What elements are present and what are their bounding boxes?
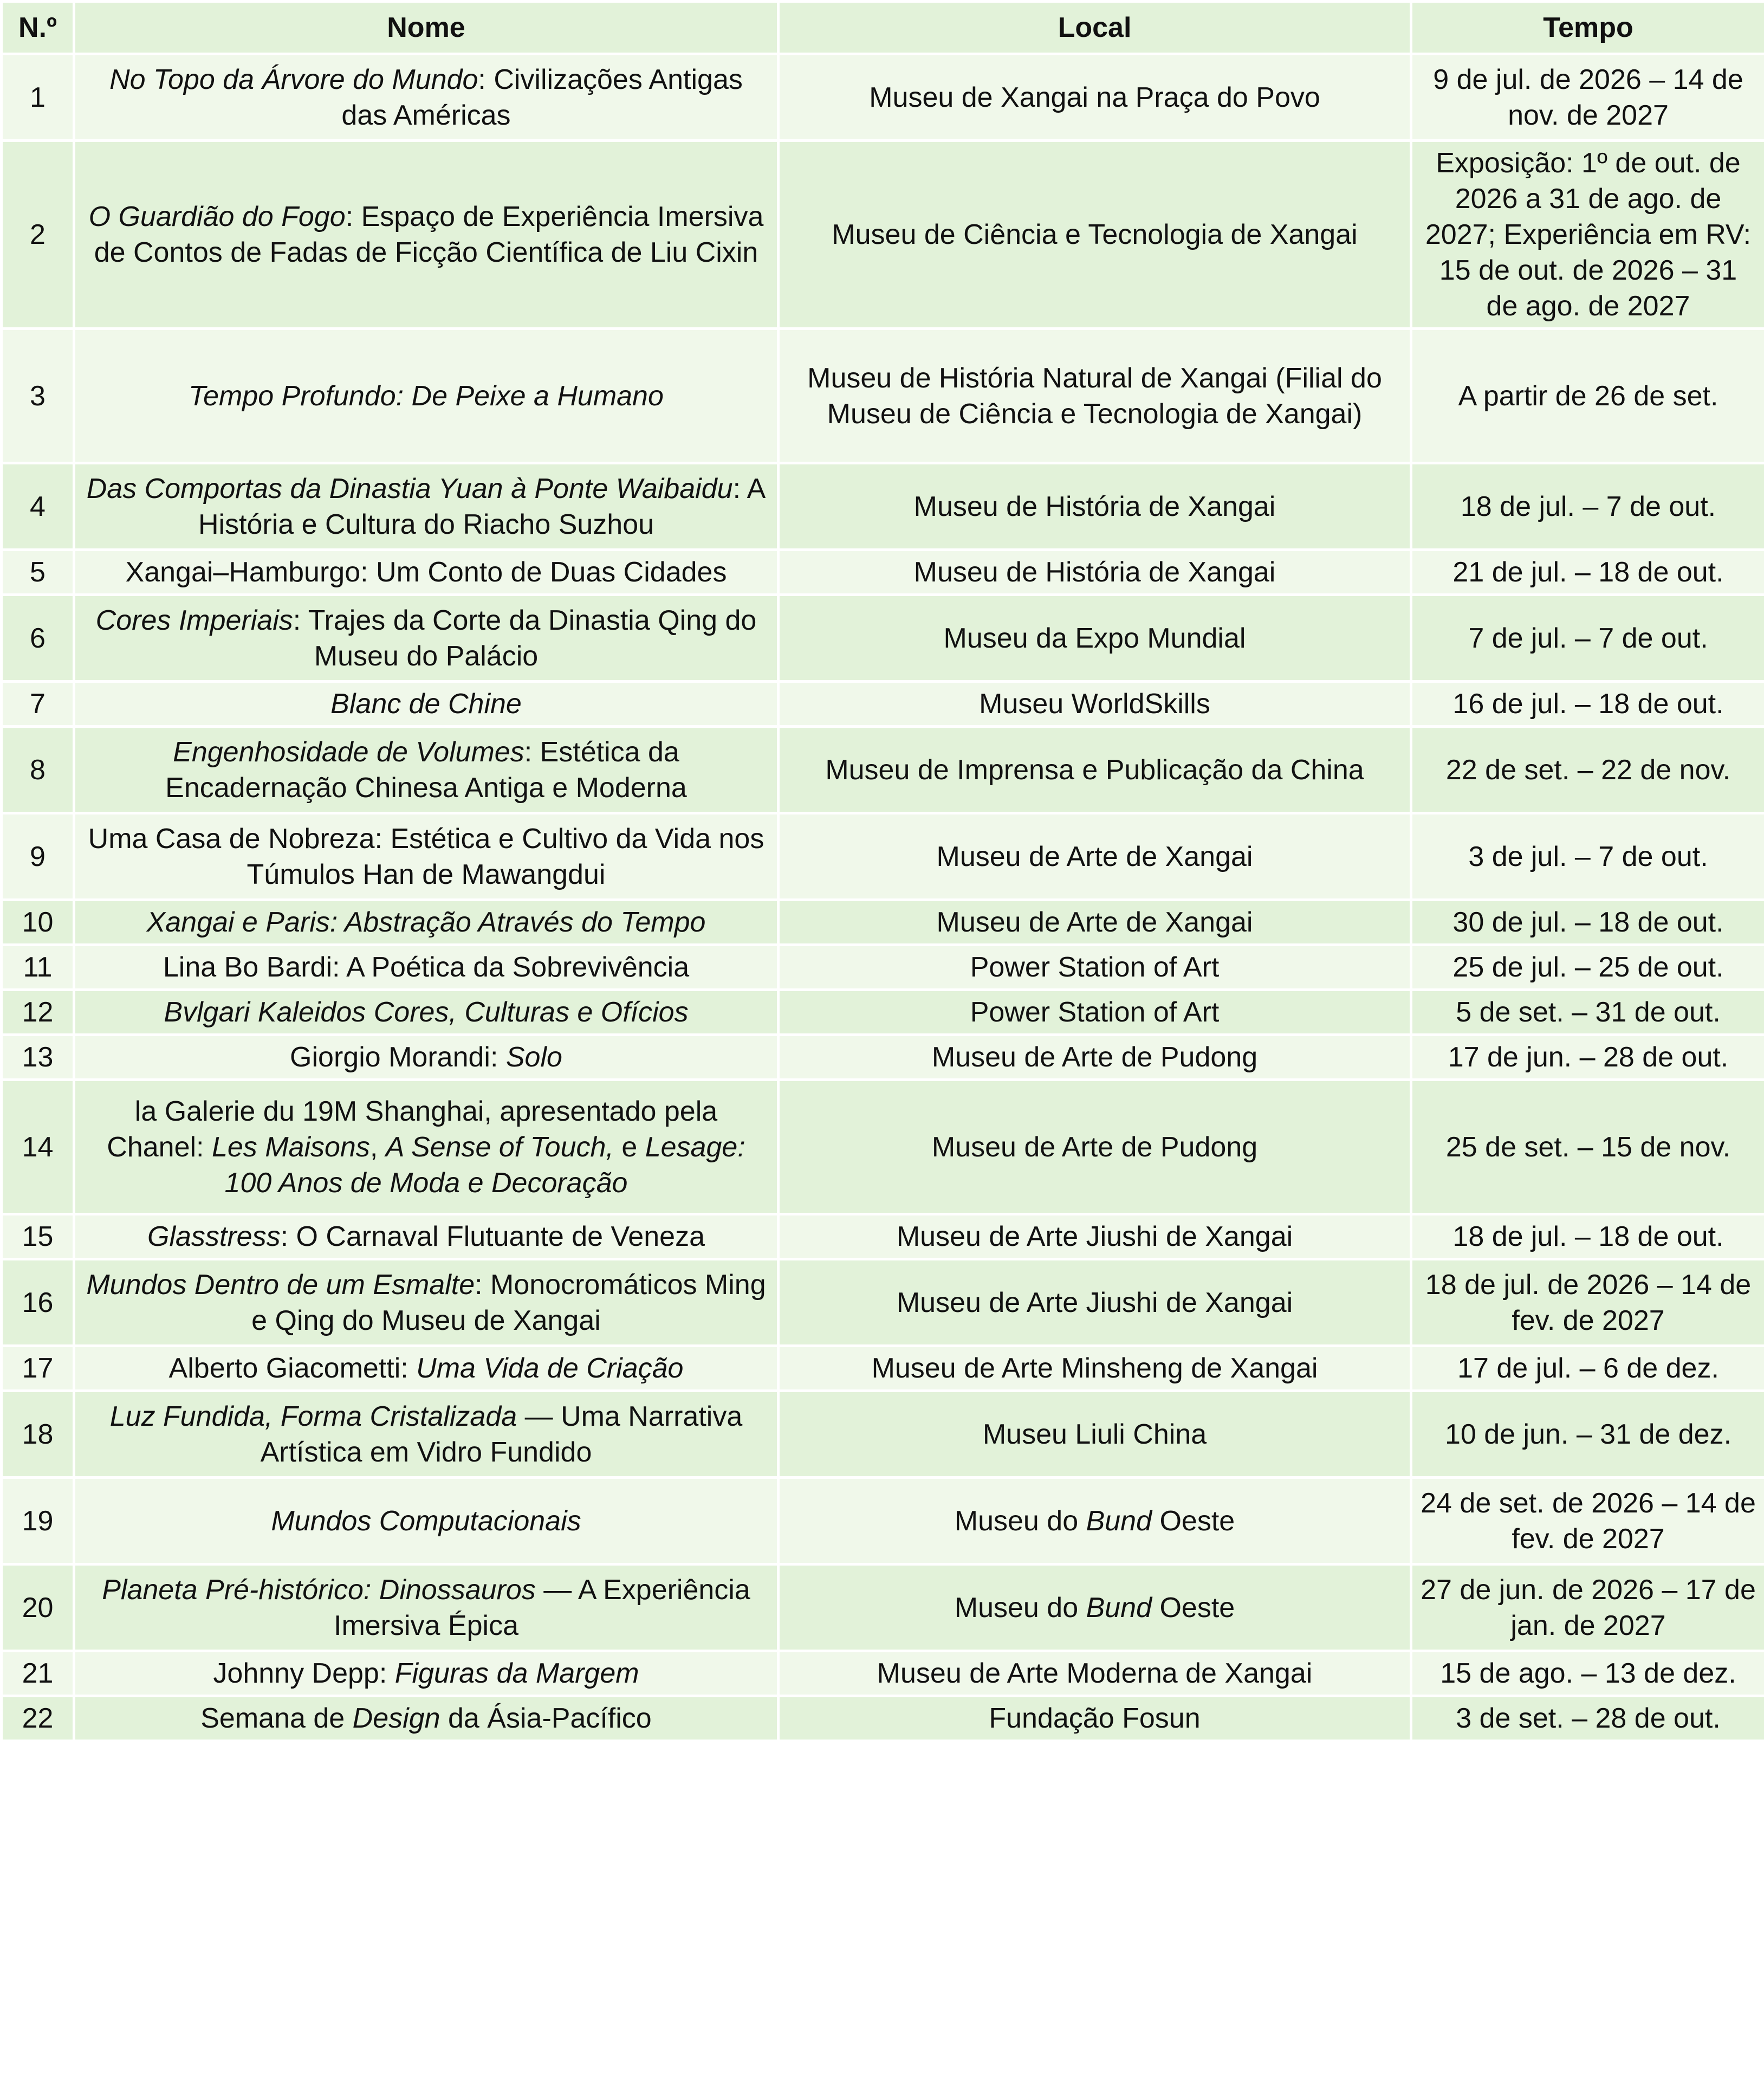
header-local: Local [779, 2, 1411, 54]
cell-number: 22 [2, 1696, 74, 1741]
cell-local: Museu de Arte de Pudong [779, 1080, 1411, 1214]
cell-name [74, 945, 779, 990]
cell-time: 10 de jun. – 31 de dez. [1411, 1391, 1764, 1478]
cell-number: 2 [2, 141, 74, 329]
italic-text-segment: Bund [1086, 1592, 1152, 1624]
italic-text-segment: O Guardião do Fogo [88, 201, 346, 232]
cell-local: Museu de História de Xangai [779, 550, 1411, 595]
cell-name [74, 550, 779, 595]
text-segment: : Monocromáticos Ming e Qing do Museu de Xangai [251, 1269, 766, 1336]
cell-time: 22 de set. – 22 de nov. [1411, 727, 1764, 813]
cell-name [74, 1478, 779, 1564]
cell-local: Museu de Imprensa e Publicação da China [779, 727, 1411, 813]
cell-name [74, 682, 779, 727]
cell-local: Museu de Ciência e Tecnologia de Xangai [779, 141, 1411, 329]
text-segment: Alberto Giacometti: [168, 1353, 417, 1384]
cell-local [779, 1478, 1411, 1564]
cell-number: 9 [2, 813, 74, 900]
table-body [2, 54, 1764, 1741]
cell-number: 10 [2, 900, 74, 945]
cell-time: 18 de jul. de 2026 – 14 de fev. de 2027 [1411, 1259, 1764, 1346]
cell-name [74, 813, 779, 900]
cell-time: 7 de jul. – 7 de out. [1411, 595, 1764, 682]
text-segment: Semana de [200, 1703, 353, 1734]
cell-time: 27 de jun. de 2026 – 17 de jan. de 2027 [1411, 1564, 1764, 1651]
table-row [2, 1214, 1764, 1259]
italic-text-segment: Tempo Profundo: De Peixe a Humano [189, 380, 664, 412]
table-row [2, 141, 1764, 329]
cell-number: 20 [2, 1564, 74, 1651]
cell-time: 18 de jul. – 7 de out. [1411, 463, 1764, 550]
italic-text-segment: Design [352, 1703, 440, 1734]
cell-name [74, 595, 779, 682]
cell-time: 15 de ago. – 13 de dez. [1411, 1651, 1764, 1696]
cell-name [74, 1696, 779, 1741]
cell-time: 24 de set. de 2026 – 14 de fev. de 2027 [1411, 1478, 1764, 1564]
cell-number: 14 [2, 1080, 74, 1214]
text-segment: Johnny Depp: [213, 1658, 395, 1689]
italic-text-segment: Solo [505, 1042, 562, 1073]
cell-local: Museu de História Natural de Xangai (Filial do Museu de Ciência e Tecnologia de Xangai) [779, 329, 1411, 463]
cell-local: Museu da Expo Mundial [779, 595, 1411, 682]
cell-name [74, 1346, 779, 1391]
cell-time: 18 de jul. – 18 de out. [1411, 1214, 1764, 1259]
table-header [2, 2, 1764, 54]
cell-name [74, 1651, 779, 1696]
text-segment: e [613, 1131, 645, 1163]
text-segment: Museu do [954, 1505, 1086, 1537]
italic-text-segment: Les Maisons [211, 1131, 370, 1163]
cell-number: 6 [2, 595, 74, 682]
cell-time: 17 de jun. – 28 de out. [1411, 1035, 1764, 1080]
cell-local: Museu de Xangai na Praça do Povo [779, 54, 1411, 141]
table-row [2, 1478, 1764, 1564]
cell-local: Fundação Fosun [779, 1696, 1411, 1741]
cell-time: 21 de jul. – 18 de out. [1411, 550, 1764, 595]
table-row [2, 727, 1764, 813]
cell-local: Museu de História de Xangai [779, 463, 1411, 550]
table-row [2, 329, 1764, 463]
cell-time: 5 de set. – 31 de out. [1411, 990, 1764, 1035]
italic-text-segment: Blanc de Chine [330, 688, 522, 720]
cell-local: Museu WorldSkills [779, 682, 1411, 727]
cell-time: 25 de jul. – 25 de out. [1411, 945, 1764, 990]
cell-number: 19 [2, 1478, 74, 1564]
header-row [2, 2, 1764, 54]
cell-name [74, 329, 779, 463]
cell-time: 16 de jul. – 18 de out. [1411, 682, 1764, 727]
cell-time: Exposição: 1º de out. de 2026 a 31 de ago. de 2027; Experiência em RV: 15 de out. de 2026 – 31 de ago. de 2027 [1411, 141, 1764, 329]
text-segment: Lina Bo Bardi: A Poética da Sobrevivência [163, 952, 690, 983]
cell-name [74, 463, 779, 550]
italic-text-segment: Bund [1086, 1505, 1152, 1537]
table-row [2, 945, 1764, 990]
table-row [2, 900, 1764, 945]
cell-name [74, 1391, 779, 1478]
cell-time: 3 de set. – 28 de out. [1411, 1696, 1764, 1741]
table-row [2, 54, 1764, 141]
table-row [2, 463, 1764, 550]
cell-local: Museu de Arte Minsheng de Xangai [779, 1346, 1411, 1391]
cell-name [74, 54, 779, 141]
header-time: Tempo [1411, 2, 1764, 54]
italic-text-segment: Uma Vida de Criação [416, 1353, 684, 1384]
cell-time: 30 de jul. – 18 de out. [1411, 900, 1764, 945]
cell-number: 18 [2, 1391, 74, 1478]
cell-local: Museu de Arte de Pudong [779, 1035, 1411, 1080]
cell-local: Museu de Arte Jiushi de Xangai [779, 1259, 1411, 1346]
cell-number: 16 [2, 1259, 74, 1346]
table-row [2, 1080, 1764, 1214]
cell-local: Museu de Arte de Xangai [779, 900, 1411, 945]
cell-number: 15 [2, 1214, 74, 1259]
text-segment: da Ásia-Pacífico [440, 1703, 652, 1734]
cell-number: 1 [2, 54, 74, 141]
cell-name [74, 1080, 779, 1214]
text-segment: — A Experiência Imersiva Épica [334, 1574, 750, 1641]
cell-name [74, 1035, 779, 1080]
cell-local: Power Station of Art [779, 990, 1411, 1035]
table-row [2, 1651, 1764, 1696]
text-segment: : Civilizações Antigas das Américas [341, 63, 743, 131]
text-segment: : Trajes da Corte da Dinastia Qing do Museu do Palácio [293, 604, 757, 672]
table-row [2, 1564, 1764, 1651]
header-name: Nome [74, 2, 779, 54]
cell-name [74, 1564, 779, 1651]
italic-text-segment: Das Comportas da Dinastia Yuan à Ponte Waibaidu [86, 473, 733, 505]
italic-text-segment: Mundos Computacionais [271, 1505, 581, 1537]
cell-number: 5 [2, 550, 74, 595]
text-segment: Oeste [1152, 1505, 1235, 1537]
text-segment: : Estética da Encadernação Chinesa Antiga e Moderna [165, 736, 687, 804]
text-segment: Xangai–Hamburgo: Um Conto de Duas Cidades [125, 557, 727, 588]
cell-name [74, 990, 779, 1035]
cell-number: 11 [2, 945, 74, 990]
cell-name [74, 141, 779, 329]
cell-time: 9 de jul. de 2026 – 14 de nov. de 2027 [1411, 54, 1764, 141]
table-row [2, 550, 1764, 595]
italic-text-segment: No Topo da Árvore do Mundo [109, 63, 478, 95]
cell-name [74, 900, 779, 945]
italic-text-segment: Figuras da Margem [394, 1658, 639, 1689]
cell-time: 25 de set. – 15 de nov. [1411, 1080, 1764, 1214]
text-segment: Giorgio Morandi: [290, 1042, 506, 1073]
text-segment: : Espaço de Experiência Imersiva de Contos de Fadas de Ficção Científica de Liu Cixin [94, 201, 764, 268]
table-row [2, 1696, 1764, 1741]
header-number: N.º [2, 2, 74, 54]
italic-text-segment: Mundos Dentro de um Esmalte [86, 1269, 475, 1301]
cell-name [74, 727, 779, 813]
cell-number: 12 [2, 990, 74, 1035]
cell-name [74, 1259, 779, 1346]
italic-text-segment: Cores Imperiais [95, 604, 293, 636]
table-row [2, 1346, 1764, 1391]
cell-local: Museu de Arte Moderna de Xangai [779, 1651, 1411, 1696]
cell-number: 4 [2, 463, 74, 550]
cell-time: 17 de jul. – 6 de dez. [1411, 1346, 1764, 1391]
cell-time: 3 de jul. – 7 de out. [1411, 813, 1764, 900]
text-segment: : O Carnaval Flutuante de Veneza [280, 1221, 705, 1252]
italic-text-segment: Bvlgari Kaleidos Cores, Culturas e Ofícios [164, 997, 689, 1028]
cell-local [779, 1564, 1411, 1651]
cell-time: A partir de 26 de set. [1411, 329, 1764, 463]
cell-local: Museu de Arte de Xangai [779, 813, 1411, 900]
table-row [2, 813, 1764, 900]
text-segment: : A História e Cultura do Riacho Suzhou [198, 473, 766, 540]
italic-text-segment: A Sense of Touch, [385, 1131, 614, 1163]
cell-local: Museu Liuli China [779, 1391, 1411, 1478]
cell-number: 21 [2, 1651, 74, 1696]
cell-name [74, 1214, 779, 1259]
italic-text-segment: Luz Fundida, Forma Cristalizada [109, 1400, 517, 1432]
table-row [2, 1391, 1764, 1478]
cell-local: Power Station of Art [779, 945, 1411, 990]
cell-number: 13 [2, 1035, 74, 1080]
text-segment: Museu do [954, 1592, 1086, 1624]
cell-number: 17 [2, 1346, 74, 1391]
text-segment: Oeste [1152, 1592, 1235, 1624]
table-row [2, 1259, 1764, 1346]
italic-text-segment: Xangai e Paris: Abstração Através do Tempo [146, 907, 706, 938]
text-segment: , [369, 1131, 386, 1163]
cell-number: 3 [2, 329, 74, 463]
text-segment: la Galerie du 19M Shanghai, apresentado pela Chanel: [107, 1095, 718, 1163]
italic-text-segment: Glasstress [147, 1221, 281, 1252]
text-segment: Uma Casa de Nobreza: Estética e Cultivo da Vida nos Túmulos Han de Mawangdui [88, 823, 764, 890]
italic-text-segment: Lesage: 100 Anos de Moda e Decoração [224, 1131, 745, 1199]
text-segment: — Uma Narrativa Artística em Vidro Fundido [260, 1400, 743, 1468]
italic-text-segment: Engenhosidade de Volumes [173, 736, 524, 768]
table-row [2, 990, 1764, 1035]
cell-local: Museu de Arte Jiushi de Xangai [779, 1214, 1411, 1259]
table-row [2, 595, 1764, 682]
italic-text-segment: Planeta Pré-histórico: Dinossauros [102, 1574, 536, 1606]
cell-number: 7 [2, 682, 74, 727]
table-row [2, 682, 1764, 727]
cell-number: 8 [2, 727, 74, 813]
table-row [2, 1035, 1764, 1080]
